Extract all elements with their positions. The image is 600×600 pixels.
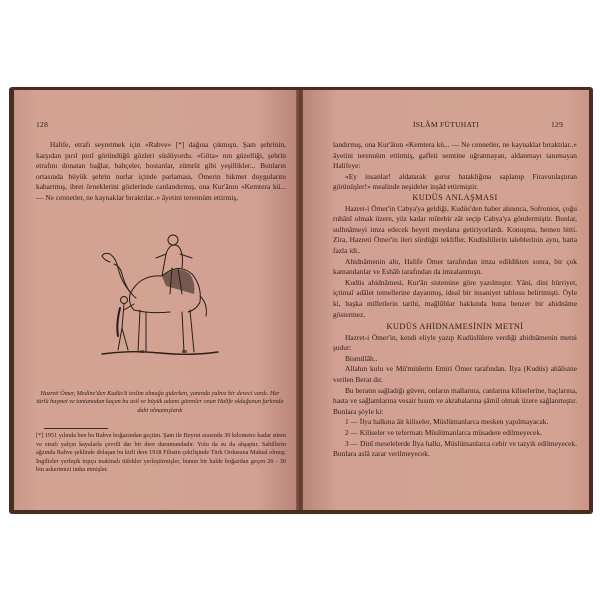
- section1-paragraph-3: Kudüs ahidnâmesi, Kur'ân sistemine göre yazılmıştır. Yâni, dini hürriyet, içtimaî adâlet temellerine dayanmış, ideal bir insaniyet tablosu belirtmişti. Öyle ki, başka milletlerin tarihi, mağlûblar hakkında buna benzer bir ahidnâme göstermez.: [333, 277, 577, 319]
- section2-paragraph-2: Allahın kulu ve Mü'minlerin Emiri Ömer tarafından. İlya (Kudüs) ahâlisine verilen Berat dır.: [333, 364, 577, 385]
- article-item-1: 1 — İlya halkına âit kiliseler, Müslümanlarca mesken yapılmayacak.: [345, 417, 549, 427]
- article-item-2: 2 — Kiliseler ve teferruatı Müslümanlarca müsadere edilmeyecek.: [345, 428, 543, 438]
- footnote-divider: [44, 428, 108, 429]
- section-title-ahidname-metni: KUDÜS AHİDNAMESİNİN METNİ: [386, 322, 524, 332]
- section2-paragraph-3: Bu beratın sağladığı güven, onların mallarına, canlarına kiliselerine, haçlarına, hasta ve sağlamlarına vesair hısım ve akrabalarına şâmil olmak üzere sağlanmıştır. Bunlara şöyle ki:: [333, 385, 578, 416]
- bismillah-line: Bismillâh..: [345, 353, 378, 363]
- article-item-3: 3 — Dinî meselelerde İlya halkı, Müslümanlarca cebir ve tazyik edilmeyecek. Bunlara aslâ zarar verilmeyecek.: [333, 438, 577, 459]
- section1-paragraph-2: Ahidnâmenin altı, Halife Ömer tarafından imza edildikten sonra, bir çok kamandanlar ve Eshâb tarafından da imzalanmıştı.: [333, 256, 577, 277]
- right-page: [303, 90, 589, 510]
- section1-paragraph-1: Hazret-i Ömer'in Cabya'ya geldiği, Kudüs'den haber alınınca, Sofronios, çoğu ruhânî olmak üzere, yüz kadar mütebir zât seçip Cabya'ya göndermiştir. Bunlar, sulhnâmeyi imza edecek heyeti meydana getiriyorlardı. Konuşma, hemen bitti. Zira, Hazreti Ömer'in ileri sürdüğü teklifler, Kudüslülerin taleblerinin aynı, hatta fazla idi..: [333, 203, 577, 255]
- right-text-column: [333, 140, 577, 460]
- left-paragraph: Halife, etrafı seyretmek için «Rabve» [*] dağına çıkmıştı. Şam şehrinin, karşıdan pırıl pırıl göründüğü gözleri süslüyordu. «Gûta» nın güzelliği, şehrin etrafını donatan bağlar, bahçeler, bostanlar, zümrüt gibi yeşillikler... Bunların ortasında büyük şehrin nurlar içinde parlaması, Ömerin hikmet duygularını kabartmış, ibret örneklerini gözlerinde canlandırmış, ona Kur'ânın «Kemtera kü... — Ne cennetler, ne kaynaklar bıraktılar..» âyetini terennüm ettirmiş,: [36, 140, 286, 202]
- quote-paragraph: «Ey insanlar! aldatarak gurur batakliğına saplanıp Firavunlaştıran görünüşler!» mealinde neşideler inşâd ettirmiştir.: [333, 171, 577, 192]
- left-page: [14, 90, 298, 510]
- section-title-kudus-anlasmasi: KUDÜS ANLAŞMASI: [412, 192, 498, 202]
- camel-rider-illustration: [100, 224, 220, 360]
- right-page-number: 129: [551, 120, 564, 129]
- footnote: [*] 1951 yılında ben bu Rabve boğazından geçtim. Şam ile Beyrut arasında 30 kilometre kadar süren ve etrafı yalçın kayalarla çevrili dar bir dere durumundadır. Yolu da su da ahşaptır. Sahillerin ağzında Rabve şeklinde dolaşan bu kirli dere 1918 Filistin çekilişinde Türk Ordusuna Maktal olmuş; İngilizler yerleşik topçu makinalı tüfekler yerleştirmişler, bunun bir halde boğazdan geçen 20 - 30 bin askerimizi imha etmişler.: [36, 432, 286, 474]
- left-page-number: 128: [36, 120, 49, 129]
- illustration-caption: Hazreti Ömer, Medine'den Kudüs'ü teslim almağa giderken, yanında yalnız bir deveci vardı. Her türlü haşmet ve tantanadan kaçan bu asil ve büyük adamı görenler onun Halife olduğunun farkında dahi olmamışlardı: [36, 390, 284, 414]
- intro-paragraph: landırmış, ona Kur'ânın «Kemtera kü... — Ne cennetler, ne kaynaklar bıraktılar..» âyetini terennüm ettirmiş, gafleti semtine uğratmayan, aldanmayı tanımayan Halifeye:: [333, 140, 577, 171]
- running-head: İSLÂM FÜTUHATI: [413, 120, 480, 129]
- section2-paragraph-1: Hazret-i Ömer'in, kendi eliyle yazıp Kudüslülere verdiği ahidnâmenin metni şudur:: [333, 332, 577, 353]
